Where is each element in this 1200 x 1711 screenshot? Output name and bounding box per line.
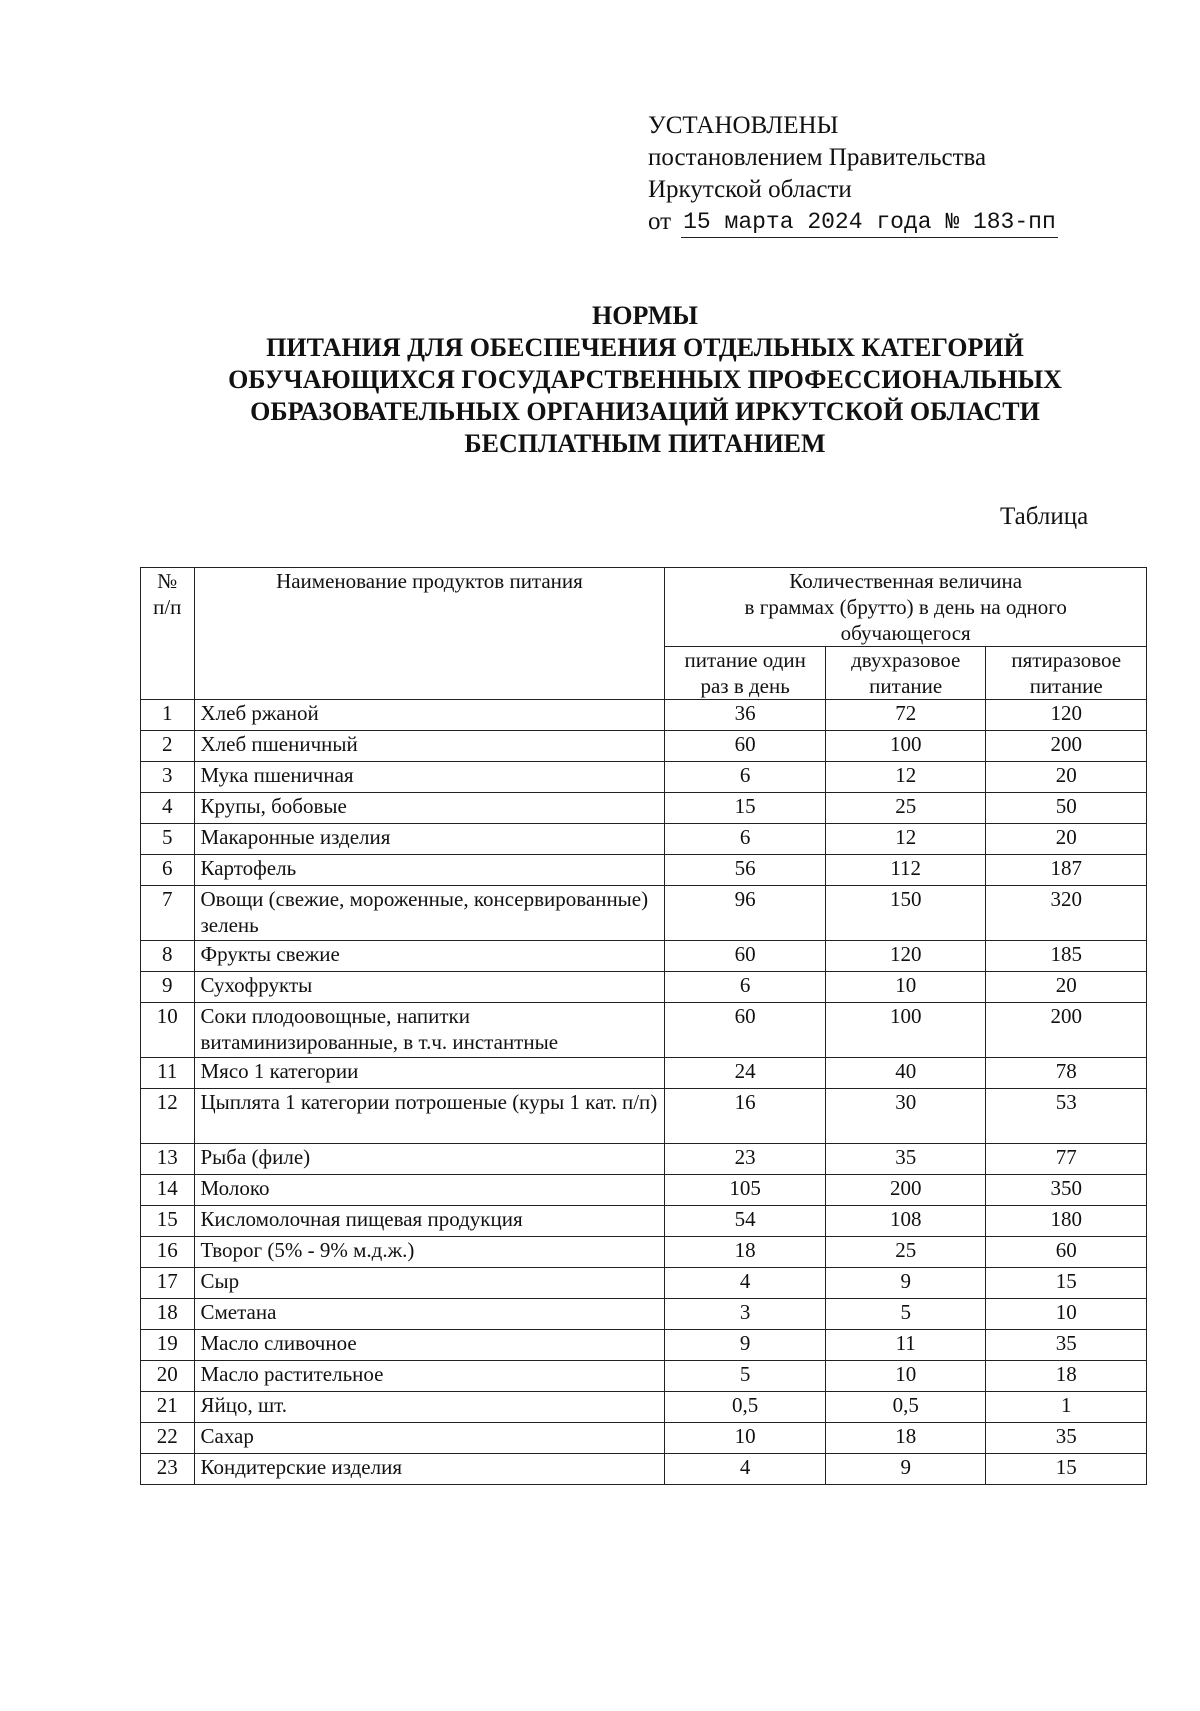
row-twice-value: 25: [825, 1237, 986, 1268]
row-twice-value: 10: [825, 1361, 986, 1392]
row-product-name: Хлеб ржаной: [194, 700, 665, 731]
row-five-value: 10: [986, 1299, 1147, 1330]
row-five-value: 350: [986, 1175, 1147, 1206]
row-number: 2: [141, 731, 195, 762]
row-five-value: 15: [986, 1454, 1147, 1485]
row-number: 10: [141, 1003, 195, 1058]
approval-heading: УСТАНОВЛЕНЫ: [648, 112, 839, 139]
row-number: 22: [141, 1423, 195, 1454]
approval-region: Иркутской области: [648, 176, 852, 203]
row-product-name: Крупы, бобовые: [194, 793, 665, 824]
row-five-value: 20: [986, 762, 1147, 793]
document-title: [0, 300, 1200, 460]
row-twice-value: 12: [825, 824, 986, 855]
table-row: [141, 1175, 1147, 1206]
row-once-value: 18: [665, 1237, 826, 1268]
row-five-value: 20: [986, 972, 1147, 1003]
table-row: [141, 1206, 1147, 1237]
row-once-value: 6: [665, 824, 826, 855]
row-twice-value: 10: [825, 972, 986, 1003]
row-twice-value: 30: [825, 1089, 986, 1144]
row-twice-value: 72: [825, 700, 986, 731]
row-number: 3: [141, 762, 195, 793]
row-product-name: Яйцо, шт.: [194, 1392, 665, 1423]
row-product-name: Масло растительное: [194, 1361, 665, 1392]
row-once-value: 15: [665, 793, 826, 824]
table-row: [141, 1268, 1147, 1299]
row-five-value: 200: [986, 1003, 1147, 1058]
row-twice-value: 9: [825, 1454, 986, 1485]
title-line-4: ОБРАЗОВАТЕЛЬНЫХ ОРГАНИЗАЦИЙ ИРКУТСКОЙ ОБЛАСТИ: [250, 397, 1040, 426]
row-once-value: 60: [665, 1003, 826, 1058]
row-product-name: Кондитерские изделия: [194, 1454, 665, 1485]
row-twice-value: 40: [825, 1058, 986, 1089]
row-product-name: Мука пшеничная: [194, 762, 665, 793]
row-number: 15: [141, 1206, 195, 1237]
row-product-name: Мясо 1 категории: [194, 1058, 665, 1089]
header-once-daily: [665, 647, 826, 700]
header-quantity-line-3: обучающегося: [840, 621, 971, 645]
row-once-value: 9: [665, 1330, 826, 1361]
row-once-value: 24: [665, 1058, 826, 1089]
row-once-value: 4: [665, 1454, 826, 1485]
row-twice-value: 35: [825, 1144, 986, 1175]
row-product-name: Соки плодоовощные, напитки витаминизированные, в т.ч. инстантные: [194, 1003, 665, 1058]
header-quantity: [665, 568, 1147, 647]
row-once-value: 10: [665, 1423, 826, 1454]
row-number: 12: [141, 1089, 195, 1144]
row-number: 6: [141, 855, 195, 886]
row-product-name: Кисломолочная пищевая продукция: [194, 1206, 665, 1237]
row-number: 17: [141, 1268, 195, 1299]
row-five-value: 18: [986, 1361, 1147, 1392]
table-row: [141, 886, 1147, 941]
header-five-daily: [986, 647, 1147, 700]
row-five-value: 1: [986, 1392, 1147, 1423]
row-product-name: Сыр: [194, 1268, 665, 1299]
row-number: 14: [141, 1175, 195, 1206]
table-row: [141, 972, 1147, 1003]
table-row: [141, 1392, 1147, 1423]
table-row: [141, 1144, 1147, 1175]
row-product-name: Масло сливочное: [194, 1330, 665, 1361]
header-five-line-2: питание: [1029, 674, 1103, 698]
row-product-name: Сахар: [194, 1423, 665, 1454]
header-twice-line-2: питание: [869, 674, 943, 698]
row-product-name: Сметана: [194, 1299, 665, 1330]
title-line-3: ОБУЧАЮЩИХСЯ ГОСУДАРСТВЕННЫХ ПРОФЕССИОНАЛЬНЫХ: [228, 365, 1062, 394]
table-row: [141, 855, 1147, 886]
row-five-value: 60: [986, 1237, 1147, 1268]
header-number-line-1: №: [157, 569, 178, 593]
header-quantity-line-2: в граммах (брутто) в день на одного: [744, 595, 1067, 619]
table-body: [141, 700, 1147, 1485]
row-number: 20: [141, 1361, 195, 1392]
header-once-line-2: раз в день: [700, 674, 790, 698]
row-once-value: 6: [665, 762, 826, 793]
row-twice-value: 100: [825, 731, 986, 762]
table-header: [141, 568, 1147, 700]
row-number: 7: [141, 886, 195, 941]
row-once-value: 5: [665, 1361, 826, 1392]
table-row: [141, 793, 1147, 824]
row-twice-value: 5: [825, 1299, 986, 1330]
row-product-name: Сухофрукты: [194, 972, 665, 1003]
header-five-line-1: пятиразовое: [1011, 648, 1122, 672]
row-number: 23: [141, 1454, 195, 1485]
table-row: [141, 1454, 1147, 1485]
table-row: [141, 824, 1147, 855]
row-five-value: 200: [986, 731, 1147, 762]
row-once-value: 54: [665, 1206, 826, 1237]
row-product-name: Молоко: [194, 1175, 665, 1206]
row-five-value: 120: [986, 700, 1147, 731]
row-five-value: 77: [986, 1144, 1147, 1175]
row-once-value: 60: [665, 731, 826, 762]
header-twice-line-1: двухразовое: [851, 648, 961, 672]
row-twice-value: 12: [825, 762, 986, 793]
header-number: [141, 568, 195, 700]
row-once-value: 36: [665, 700, 826, 731]
table-row: [141, 1361, 1147, 1392]
row-once-value: 56: [665, 855, 826, 886]
table-row: [141, 1237, 1147, 1268]
row-product-name: Рыба (филе): [194, 1144, 665, 1175]
row-twice-value: 11: [825, 1330, 986, 1361]
row-twice-value: 200: [825, 1175, 986, 1206]
table-row: [141, 731, 1147, 762]
approval-issuer: постановлением Правительства: [648, 144, 987, 171]
table-row: [141, 1299, 1147, 1330]
approval-date-value: 15 марта 2024 года № 183-пп: [681, 208, 1058, 238]
row-once-value: 60: [665, 941, 826, 972]
row-once-value: 96: [665, 886, 826, 941]
row-product-name: Овощи (свежие, мороженные, консервированные) зелень: [194, 886, 665, 941]
header-twice-daily: [825, 647, 986, 700]
row-once-value: 16: [665, 1089, 826, 1144]
header-once-line-1: питание один: [684, 648, 806, 672]
row-number: 8: [141, 941, 195, 972]
row-product-name: Творог (5% - 9% м.д.ж.): [194, 1237, 665, 1268]
row-five-value: 50: [986, 793, 1147, 824]
row-five-value: 185: [986, 941, 1147, 972]
row-number: 19: [141, 1330, 195, 1361]
row-number: 1: [141, 700, 195, 731]
table-row: [141, 762, 1147, 793]
row-five-value: 320: [986, 886, 1147, 941]
row-twice-value: 25: [825, 793, 986, 824]
header-quantity-line-1: Количественная величина: [789, 569, 1023, 593]
row-number: 11: [141, 1058, 195, 1089]
nutrition-norms-table: [140, 567, 1147, 1485]
title-line-2: ПИТАНИЯ ДЛЯ ОБЕСПЕЧЕНИЯ ОТДЕЛЬНЫХ КАТЕГОРИЙ: [266, 333, 1024, 362]
table-caption: Таблица: [1000, 503, 1089, 530]
row-number: 21: [141, 1392, 195, 1423]
row-once-value: 3: [665, 1299, 826, 1330]
table-row: [141, 1003, 1147, 1058]
table-row: [141, 1058, 1147, 1089]
row-five-value: 53: [986, 1089, 1147, 1144]
row-five-value: 187: [986, 855, 1147, 886]
row-twice-value: 108: [825, 1206, 986, 1237]
row-five-value: 35: [986, 1330, 1147, 1361]
row-twice-value: 9: [825, 1268, 986, 1299]
row-once-value: 4: [665, 1268, 826, 1299]
row-product-name: Цыплята 1 категории потрошеные (куры 1 кат. п/п): [194, 1089, 665, 1144]
row-twice-value: 150: [825, 886, 986, 941]
row-five-value: 15: [986, 1268, 1147, 1299]
table-row: [141, 1089, 1147, 1144]
row-number: 16: [141, 1237, 195, 1268]
table-row: [141, 941, 1147, 972]
row-once-value: 105: [665, 1175, 826, 1206]
row-twice-value: 120: [825, 941, 986, 972]
row-number: 9: [141, 972, 195, 1003]
row-once-value: 23: [665, 1144, 826, 1175]
row-twice-value: 0,5: [825, 1392, 986, 1423]
row-twice-value: 18: [825, 1423, 986, 1454]
row-five-value: 78: [986, 1058, 1147, 1089]
row-five-value: 20: [986, 824, 1147, 855]
title-line-5: БЕСПЛАТНЫМ ПИТАНИЕМ: [464, 429, 826, 458]
header-number-line-2: п/п: [153, 595, 182, 619]
row-product-name: Картофель: [194, 855, 665, 886]
row-number: 18: [141, 1299, 195, 1330]
row-five-value: 35: [986, 1423, 1147, 1454]
row-product-name: Макаронные изделия: [194, 824, 665, 855]
row-number: 4: [141, 793, 195, 824]
title-line-1: НОРМЫ: [592, 301, 698, 330]
approval-block: [648, 110, 1058, 238]
table-row: [141, 1423, 1147, 1454]
table-row: [141, 1330, 1147, 1361]
row-product-name: Хлеб пшеничный: [194, 731, 665, 762]
table-row: [141, 700, 1147, 731]
row-twice-value: 100: [825, 1003, 986, 1058]
approval-date-line: [648, 206, 1058, 238]
row-once-value: 0,5: [665, 1392, 826, 1423]
row-number: 13: [141, 1144, 195, 1175]
row-product-name: Фрукты свежие: [194, 941, 665, 972]
row-once-value: 6: [665, 972, 826, 1003]
row-twice-value: 112: [825, 855, 986, 886]
row-number: 5: [141, 824, 195, 855]
header-product-name: Наименование продуктов питания: [194, 568, 665, 700]
row-five-value: 180: [986, 1206, 1147, 1237]
approval-date-prefix: от: [648, 208, 672, 235]
